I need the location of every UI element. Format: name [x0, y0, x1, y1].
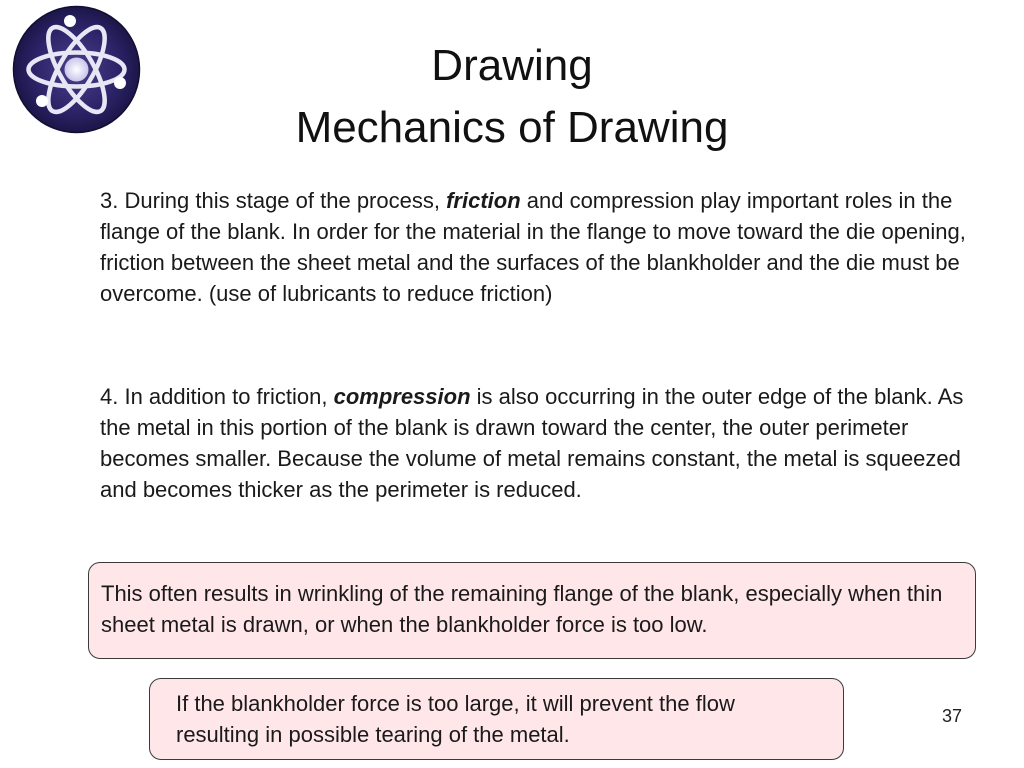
paragraph-text: is also occurring in the outer edge of the blank. As the metal in this portion of the blank is drawn toward the center, the outer perimeter becomes smaller. Because the volume of metal remains constant, the metal is squeezed and becomes thicker as the perimeter is reduced.	[100, 384, 964, 502]
paragraph-friction	[100, 185, 980, 309]
callout-wrinkling	[88, 562, 976, 659]
paragraph-text: and compression play important roles in the flange of the blank. In order for the material in the flange to move toward the die opening, friction between the sheet metal and the surfaces of the blankholder and the die must be overcome. (use of lubricants to reduce friction)	[100, 188, 966, 306]
page-number: 37	[941, 706, 962, 726]
callout-text: This often results in wrinkling of the remaining flange of the blank, especially when thin sheet metal is drawn, or when the blankholder force is too low.	[101, 581, 943, 637]
paragraph-compression	[100, 381, 980, 505]
paragraph-text: 3. During this stage of the process,	[100, 188, 447, 213]
emphasis-compression: compression	[333, 384, 471, 409]
slide-title: Drawing	[431, 41, 593, 90]
callout-text: If the blankholder force is too large, it will prevent the flow resulting in possible tearing of the metal.	[176, 691, 735, 747]
slide-subtitle: Mechanics of Drawing	[295, 103, 729, 152]
paragraph-text: 4. In addition to friction,	[100, 384, 334, 409]
emphasis-friction: friction	[446, 188, 521, 213]
atom-icon	[12, 5, 141, 134]
callout-tearing	[149, 678, 844, 760]
